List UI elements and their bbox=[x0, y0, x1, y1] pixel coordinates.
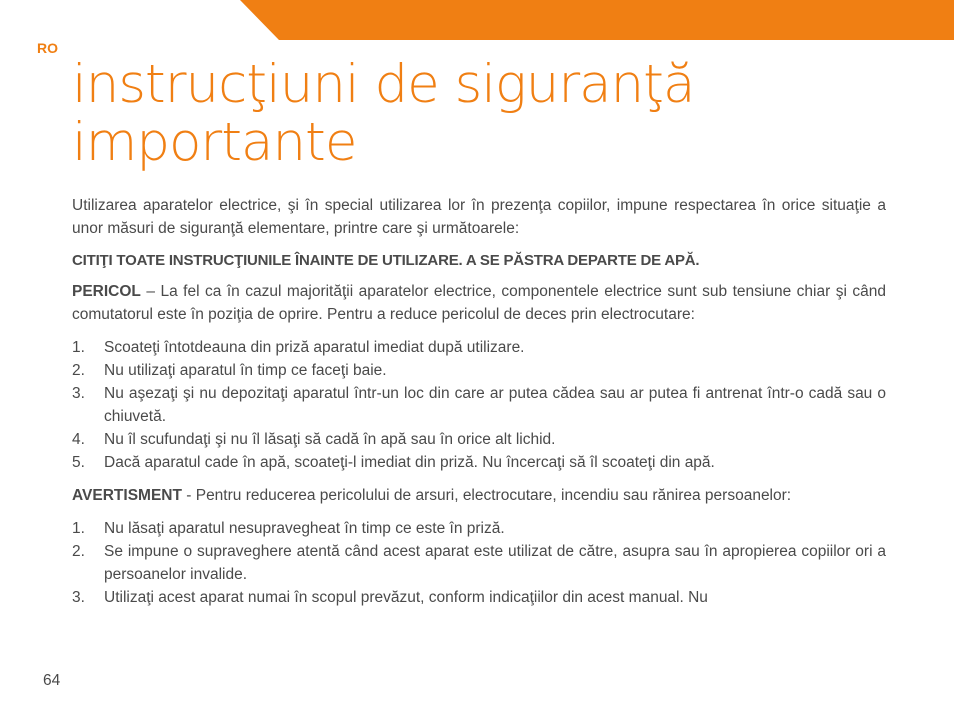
list-item-number: 5. bbox=[72, 454, 85, 471]
list-item-number: 2. bbox=[72, 362, 85, 379]
list-item-text: Scoateţi întotdeauna din priză aparatul imediat după utilizare. bbox=[104, 339, 525, 356]
list-item bbox=[72, 359, 886, 382]
danger-label: PERICOL bbox=[72, 283, 141, 300]
warning-list bbox=[72, 517, 886, 609]
read-instructions-heading: CITIŢI TOATE INSTRUCŢIUNILE ÎNAINTE DE UTILIZARE. A SE PĂSTRA DEPARTE DE APĂ. bbox=[72, 252, 700, 269]
orange-corner-banner bbox=[0, 0, 954, 40]
list-item bbox=[72, 382, 886, 428]
list-item-text: Nu utilizaţi aparatul în timp ce faceţi baie. bbox=[104, 362, 387, 379]
list-item bbox=[72, 428, 886, 451]
list-item-text: Dacă aparatul cade în apă, scoateţi-l imediat din priză. Nu încercaţi să îl scoateţi din apă. bbox=[104, 454, 715, 471]
list-item bbox=[72, 451, 886, 474]
list-item-number: 2. bbox=[72, 543, 85, 560]
warning-label: AVERTISMENT bbox=[72, 487, 182, 504]
list-item-number: 4. bbox=[72, 431, 85, 448]
language-code: RO bbox=[37, 40, 58, 56]
danger-paragraph bbox=[72, 280, 886, 326]
list-item-number: 3. bbox=[72, 385, 85, 402]
list-item-text: Nu îl scufundaţi şi nu îl lăsaţi să cadă în apă sau în orice alt lichid. bbox=[104, 431, 556, 448]
safety-content bbox=[72, 194, 886, 619]
danger-list bbox=[72, 336, 886, 474]
warning-paragraph bbox=[72, 484, 886, 507]
list-item-number: 1. bbox=[72, 520, 85, 537]
intro-paragraph: Utilizarea aparatelor electrice, şi în special utilizarea lor în prezenţa copiilor, impune respectarea în orice situaţie a unor măsuri de siguranţă elementare, printre care şi următoarele: bbox=[72, 197, 886, 237]
list-item-text: Utilizaţi acest aparat numai în scopul prevăzut, conform indicaţiilor din acest manual. Nu bbox=[104, 589, 708, 606]
list-item bbox=[72, 517, 886, 540]
warning-text: - Pentru reducerea pericolului de arsuri, electrocutare, incendiu sau rănirea persoanelor: bbox=[181, 487, 792, 504]
list-item-number: 3. bbox=[72, 589, 85, 606]
list-item bbox=[72, 336, 886, 359]
page-title-line-2: importante bbox=[72, 112, 357, 173]
danger-text: – La fel ca în cazul majorităţii aparatelor electrice, componentele electrice sunt sub tensiune chiar şi când comutatorul este în poziţia de oprire. Pentru a reduce pericolul de deces prin electrocutare: bbox=[72, 283, 886, 323]
list-item-number: 1. bbox=[72, 339, 85, 356]
page-title-line-1: instrucţiuni de siguranţă bbox=[72, 54, 695, 115]
list-item-text: Nu lăsaţi aparatul nesupravegheat în timp ce este în priză. bbox=[104, 520, 505, 537]
page-title bbox=[72, 56, 872, 172]
page-number: 64 bbox=[43, 672, 61, 689]
list-item bbox=[72, 586, 886, 609]
list-item-text: Nu aşezaţi şi nu depozitaţi aparatul într-un loc din care ar putea cădea sau ar putea fi antrenat într-o cadă sau o chiuvetă. bbox=[104, 385, 886, 425]
list-item-text: Se impune o supraveghere atentă când acest aparat este utilizat de către, asupra sau în apropierea copiilor ori a persoanelor invalide. bbox=[104, 543, 886, 583]
list-item bbox=[72, 540, 886, 586]
